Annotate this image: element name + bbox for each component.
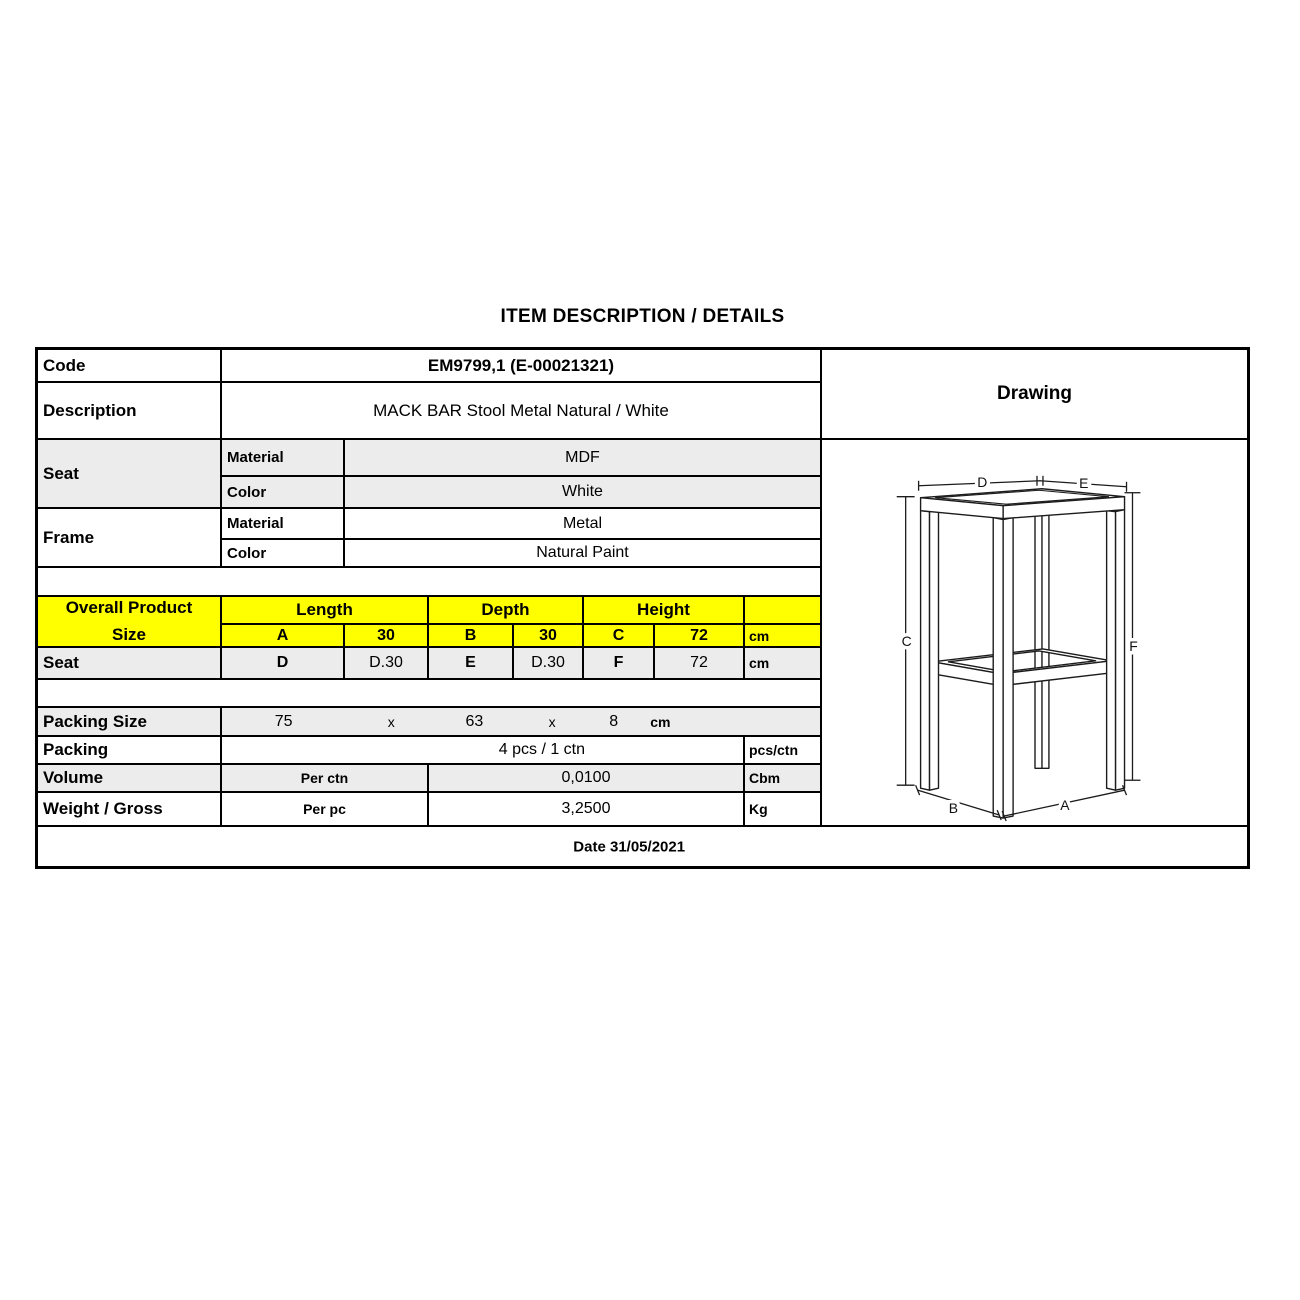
frame-color-label: Color: [222, 540, 345, 568]
packing-unit: pcs/ctn: [745, 737, 822, 765]
seat-material-label: Material: [222, 440, 345, 477]
volume-unit: Cbm: [745, 765, 822, 793]
seat-depth-value: D.30: [514, 648, 584, 680]
depth-header: Depth: [429, 597, 584, 625]
seat-depth-letter: E: [429, 648, 514, 680]
volume-value: 0,0100: [429, 765, 745, 793]
packing-value-cell: [222, 737, 745, 765]
seat-size-unit: cm: [745, 648, 822, 680]
unit-header-empty: [745, 597, 822, 625]
frame-material-label: Material: [222, 509, 345, 540]
date-value: Date 31/05/2021: [573, 838, 686, 855]
spec-table: [35, 347, 1250, 869]
spacer-row: [38, 680, 822, 708]
seat-color-label: Color: [222, 477, 345, 509]
description-label: Description: [38, 383, 222, 440]
weight-per: Per pc: [222, 793, 429, 827]
overall-length-letter: A: [222, 625, 345, 648]
seat-label: Seat: [38, 440, 222, 509]
overall-size-label-line2: Size: [111, 624, 147, 644]
packing-size-depth: 63: [465, 712, 484, 730]
dim-label-d: D: [977, 473, 988, 490]
packing-label: Packing: [38, 737, 222, 765]
dim-label-f: F: [1129, 637, 1138, 654]
seat-height-letter: F: [584, 648, 655, 680]
overall-size-label: [38, 597, 222, 648]
weight-value: 3,2500: [429, 793, 745, 827]
dim-label-c: C: [901, 632, 912, 649]
dim-label-b: B: [948, 800, 959, 817]
packing-size-label: Packing Size: [38, 708, 222, 737]
stool-front-leg: [993, 518, 1003, 818]
seat-material-value: MDF: [345, 440, 822, 477]
drawing-panel: [822, 440, 1247, 827]
overall-size-label-line1: Overall Product: [65, 598, 193, 618]
overall-height-value: 72: [655, 625, 745, 648]
packing-size-height: 8: [609, 712, 619, 730]
volume-per: Per ctn: [222, 765, 429, 793]
weight-unit: Kg: [745, 793, 822, 827]
frame-color-value: Natural Paint: [345, 540, 822, 568]
packing-size-value: [222, 708, 822, 737]
code-label: Code: [38, 350, 222, 383]
description-value: MACK BAR Stool Metal Natural / White: [222, 383, 822, 440]
spacer-row: [38, 568, 822, 597]
height-header: Height: [584, 597, 745, 625]
packing-size-unit: cm: [650, 713, 671, 730]
packing-size-x1: x: [387, 713, 395, 730]
seat-color-value: White: [345, 477, 822, 509]
packing-size-length: 75: [274, 712, 293, 730]
seat-height-value: 72: [655, 648, 745, 680]
page-title: ITEM DESCRIPTION / DETAILS: [500, 306, 785, 327]
dim-label-e: E: [1079, 474, 1089, 491]
length-header: Length: [222, 597, 429, 625]
overall-length-value: 30: [345, 625, 429, 648]
code-value: EM9799,1 (E-00021321): [222, 350, 822, 383]
stool-right-leg: [1107, 511, 1116, 791]
stool-left-leg: [921, 511, 930, 791]
dim-label-a: A: [1060, 797, 1070, 814]
frame-material-value: Metal: [345, 509, 822, 540]
packing-value: 4 pcs / 1 ctn: [498, 741, 586, 758]
overall-depth-letter: B: [429, 625, 514, 648]
seat-length-value: D.30: [345, 648, 429, 680]
stool-drawing: [822, 440, 1247, 825]
drawing-panel-header: Drawing: [822, 350, 1247, 440]
frame-label: Frame: [38, 509, 222, 568]
weight-label: Weight / Gross: [38, 793, 222, 827]
overall-size-unit: cm: [745, 625, 822, 648]
seat-length-letter: D: [222, 648, 345, 680]
seat-size-label: Seat: [38, 648, 222, 680]
volume-label: Volume: [38, 765, 222, 793]
overall-height-letter: C: [584, 625, 655, 648]
overall-depth-value: 30: [514, 625, 584, 648]
packing-size-x2: x: [548, 713, 556, 730]
date-row: [38, 827, 1247, 866]
